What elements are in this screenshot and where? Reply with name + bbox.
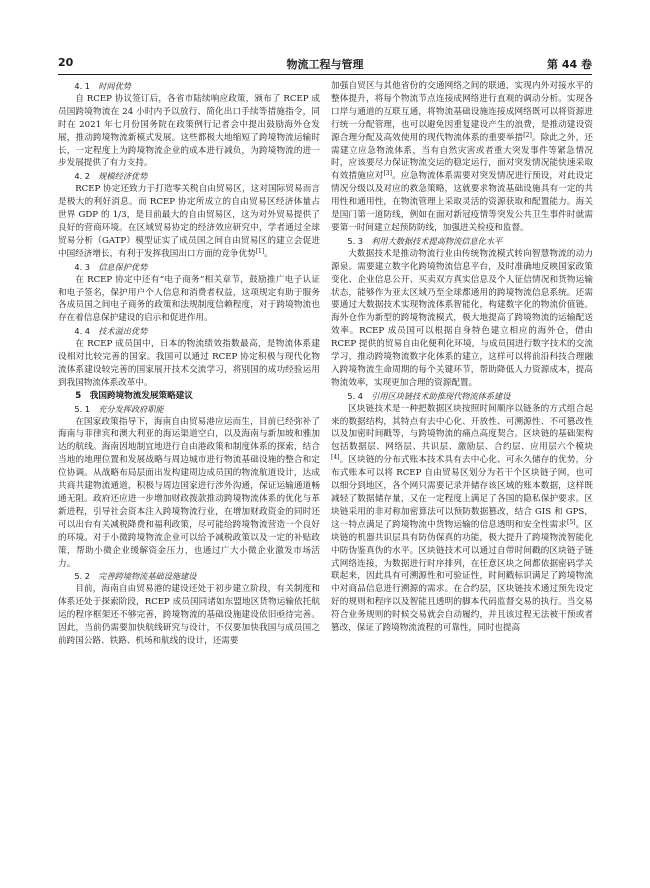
left-column bbox=[58, 80, 320, 870]
header-rule bbox=[58, 74, 592, 75]
citation-ref: [2] bbox=[523, 131, 532, 139]
body-paragraph: 自 RCEP 协议签订后，各省市陆续响应政策，颁布了 RCEP 成员国跨境物流在 24 小时内予以放行、简化出口手续等措施指令，同时在 2021 年七月份国务院在政策例行记者会中提出鼓励海外仓发展，推动跨境物流新模式发展。这些都极大地缩短了跨境物流运输时长，一定程度上为跨境物流企业的成本进行减负，为跨境物流的进一步发展提供了有力支持。 bbox=[58, 93, 320, 169]
journal-title: 物流工程与管理 bbox=[286, 58, 364, 71]
right-column bbox=[331, 80, 593, 870]
subsection-title: 技术溢出优势 bbox=[98, 326, 148, 337]
subsection-heading bbox=[331, 390, 593, 403]
volume-label: 第 44 卷 bbox=[547, 58, 592, 71]
subsection-number: 4. 4 bbox=[74, 326, 99, 337]
body-paragraph: 目前，海南自由贸易港的建设还处于初步建立阶段，有关制度和体系还处于探索阶段，RCEP 成员国同诸如东盟地区货物运输依托航运的程序框架还不够完善，跨境物流的基础设施建设依旧亟待完善。因此，当前仍需要加快航线研究与设计，不仅要加快我国与成员国之前跨国公路、铁路、机场和航线的设计，还需要 bbox=[58, 584, 320, 646]
subsection-heading bbox=[58, 80, 320, 93]
subsection-title: 引用区块链技术助推现代物流体系建设 bbox=[371, 390, 511, 401]
page-number: 20 bbox=[58, 56, 74, 69]
subsection-heading bbox=[58, 570, 320, 583]
subsection-heading bbox=[58, 403, 320, 416]
body-paragraph: 区块链技术是一种把数据区块按照时间顺序以链条的方式组合起来的数据结构，其特点有去中心化、开放性、可溯源性、不可篡改性以及加密时间戳等，与跨境物流的痛点高度契合。区块链的基础架构包括数据层、网络层、共识层、激励层、合约层、应用层六个模块[4]。区块链的分布式账本技术具有去中心化、可永久储存的优势，分布式账本可以将 RCEP 自由贸易区划分为若干个区块链子网，也可以细分到地区，各个网只需要记录并储存该区域的账本数据，这样既减轻了数据储存量，又在一定程度上满足了各国的隐私保护要求。区块链采用的非对称加密算法可以预防数据篡改，结合 GIS 和 GPS，这一特点满足了跨境物流中货物运输的信息透明和安全性需求[5]。区块链的机器共识层具有防伪保真的功能，极大提升了跨境物流智能化中防伪鉴真伪的水平。区块链技术可以通过自带时间戳的区块链子链式网络连接，为数据进行时序排列，在任意区块之间都依据密码学关联起来，因此具有可溯源性和可验证性，时间戳标识满足了跨境物流中对商品信息进行溯源的需求。在合约层，区块链技术通过预先设定好的规则和程序以及智能且透明的脚本代码监督交易的执行。当交易符合业务规则的时候交易就会自动履约，并且该过程无法被干预或者篡改，保证了跨境物流流程的可靠性，同时也提高 bbox=[331, 403, 593, 634]
body-paragraph: 大数据技术是推动物流行业由传统物流模式转向智慧物流的动力源泉。需要建立数字化跨境物流信息平台，及时准确地反映国家政策变化、企业信息公开、买卖双方真实信息及个人征信情况和货物运输状态，能够作为亚太区域乃至全球都通用的跨境物流信息系统。还需要通过大数据技术实现物流体系智能化，构建数字化的物流价值链。海外仓作为新型的跨境物流模式，极大地提高了跨境物流的运输配送效率。RCEP 成员国可以根据自身特色建立相应的海外仓，借由 RCEP 提供的贸易自由化便利化环境，与成员国进行数字技术的交流学习，推动跨境物流数字化体系的建立，这样可以将前沿科技合理融入跨境物流生命周期的每个关键环节，帮助降低人力资源成本，提高物流效率，实现更加合理的资源配置。 bbox=[331, 248, 593, 388]
body-paragraph: 在国家政策指导下，海南自由贸易港应运而生，目前已经弥补了海南与菲律宾和澳大利亚的海运渠道空白，以及海南与新加坡和雅加达的航线。海南因地制宜地进行自由港政策和制度体系的探索，结合当地的地理位置和发展战略与周边城市进行物流基础设施的整合和定位协调。从战略布局层面出发构建周边成员国的物流航道设计，达成共商共建物流通道，积极与周边国家进行涉外沟通，保证运输通道畅通无阻。政府还应进一步增加财政拨款推动跨境物流体系的优化与革新进程，引导社会资本注入跨境物流行业，在增加财政资金的同时还可以出台有关减税降费和福利政策，尽可能给跨境物流营造一个良好的环境。对于小微跨境物流企业可以给予减税政策以及一定的补贴政策，帮助小微企业缓解资金压力，也通过广大小微企业激发市场活力。 bbox=[58, 416, 320, 569]
body-paragraph: 在 RCEP 协定中还有“电子商务”相关章节，鼓励推广电子认证和电子签名，保护用户个人信息和消费者权益，这项规定有助于服务各成员国之间电子商务的政策和法规制度信赖程度，对于跨境物流也存在着信息保护建设的启示和促进作用。 bbox=[58, 274, 320, 324]
subsection-title: 规模经济优势 bbox=[98, 171, 148, 182]
subsection-heading bbox=[58, 261, 320, 274]
subsection-title: 完善跨境物流基础设施建设 bbox=[98, 571, 197, 582]
subsection-number: 5. 1 bbox=[74, 403, 99, 414]
subsection-number: 4. 1 bbox=[74, 81, 99, 91]
body-paragraph: RCEP 协定还致力于打造零关税自由贸易区，这对国际贸易而言是极大的利好消息。而 RCEP 协定所成立的自由贸易区经济体量占世界 GDP 的 1/3，是目前最大的自由贸易区，这为对外贸易提供了良好的营商环境。在区域贸易协定的经济效应研究中，学者通过全球贸易分析（GATP）模型证实了成员国之间自由贸易区的建立会促进中国经济增长，有利于发挥我国出口方面的竞争优势[1]。 bbox=[58, 184, 320, 259]
subsection-title: 充分发挥政府职能 bbox=[98, 403, 164, 414]
subsection-heading bbox=[58, 325, 320, 338]
subsection-number: 5. 3 bbox=[347, 235, 372, 246]
section-heading: 5 我国跨境物流发展策略建议 bbox=[75, 390, 193, 401]
subsection-title: 时间优势 bbox=[98, 81, 131, 91]
subsection-title: 利用大数据技术提高物流信息化水平 bbox=[371, 235, 503, 246]
citation-ref: [3] bbox=[383, 170, 392, 178]
subsection-number: 4. 2 bbox=[74, 171, 99, 182]
running-header bbox=[58, 52, 592, 74]
subsection-heading bbox=[58, 170, 320, 183]
subsection-heading bbox=[331, 235, 593, 248]
citation-ref: [5] bbox=[567, 518, 576, 526]
subsection-number: 5. 2 bbox=[74, 571, 99, 582]
body-paragraph: 在 RCEP 成员国中，日本的物流绩效指数最高，是物流体系建设相对比较完善的国家。我国可以通过 RCEP 协定积极与现代化物流体系建设较完善的国家展开技术交流学习，将别国的成功经验运用到我国物流体系改革中。 bbox=[58, 339, 320, 388]
subsection-number: 4. 3 bbox=[74, 261, 99, 272]
citation-ref: [4] bbox=[331, 454, 340, 462]
subsection-title: 信息保护优势 bbox=[98, 261, 148, 272]
subsection-number: 5. 4 bbox=[347, 390, 372, 401]
body-paragraph: 加强自贸区与其他省份的交通网络之间的联通，实现内外对接水平的整体提升，将每个物流节点连接成网络进行直观的调动分析。实现各口岸与通道的互联互通，将物流基础设施连接成网络既可以将资源进行统一分配管理，也可以避免因重复建设产生的浪费，是推动建设资源合理分配及高效使用的现代物流体系的重要举措[2]。除此之外，还需建立应急物流体系，当有自然灾害或者重大突发事件等紧急情况时，应该要尽力保证物流交运的稳定运行，面对突发情况能快速采取有效措施应对[3]。应急物流体系需要对突发情况进行预设，对此设定情况分级以及对应的救急策略，这就要求物流基础设施具有一定的共用性和通用性，在物流管理上采取灵活的资源获取和配置能力。海关是国门第一道防线，例如在面对新冠疫情等突发公共卫生事件时就需要第一时间建立起预防防线，加强进关检疫和监督。 bbox=[331, 81, 593, 233]
citation-ref: [1] bbox=[255, 247, 265, 255]
